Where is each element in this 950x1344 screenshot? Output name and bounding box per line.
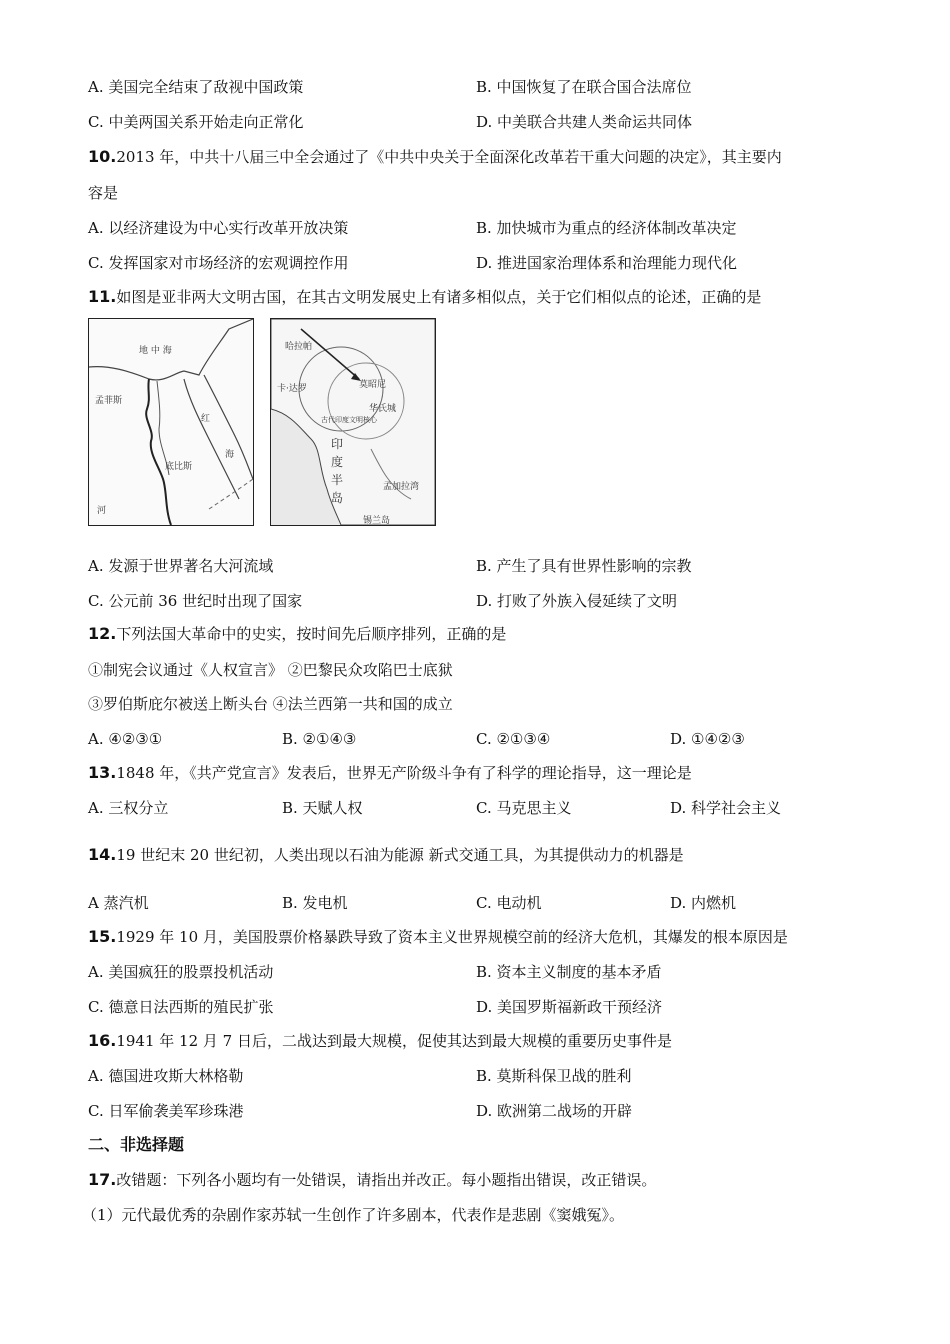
map1-river-label: 河 — [97, 506, 107, 516]
q15-number: 15. — [88, 927, 117, 946]
q16-option-b: B. 莫斯科保卫战的胜利 — [476, 1067, 632, 1085]
q10-stem-cont: 容是 — [88, 184, 119, 202]
q12-option-d: D. ①④②③ — [670, 730, 745, 748]
q11-stem — [88, 287, 761, 307]
india-map — [270, 318, 436, 526]
q11-stem-text: 如图是亚非两大文明古国，在其古文明发展史上有诸多相似点，关于它们相似点的论述，正确的是 — [116, 288, 762, 306]
q16-stem — [88, 1031, 672, 1051]
q12-stem — [88, 624, 506, 644]
map2-island-label: 锡兰岛 — [363, 516, 391, 526]
map2-peninsula-2: 度 — [331, 455, 344, 469]
q13-stem-text: 1848 年，《共产党宣言》发表后，世界无产阶级斗争有了科学的理论指导，这一理论是 — [116, 764, 692, 782]
q17-stem — [88, 1170, 656, 1190]
q14-number: 14. — [88, 845, 117, 864]
q16-number: 16. — [88, 1031, 117, 1050]
q12-option-b: B. ②①④③ — [282, 730, 357, 748]
q11-option-c: C. 公元前 36 世纪时出现了国家 — [88, 592, 303, 610]
map2-city-pataliputra: 华氏城 — [369, 404, 397, 414]
q13-option-b: B. 天赋人权 — [282, 799, 363, 817]
q17-sub1: （1）元代最优秀的杂剧作家苏轼一生创作了许多剧本，代表作是悲剧《窦娥冤》。 — [82, 1206, 625, 1224]
q14-option-c: C. 电动机 — [476, 894, 542, 912]
q9-option-a: A. 美国完全结束了敌视中国政策 — [88, 78, 304, 96]
map2-bay-label: 孟加拉湾 — [383, 482, 420, 492]
q10-option-a: A. 以经济建设为中心实行改革开放决策 — [88, 219, 349, 237]
q14-option-d: D. 内燃机 — [670, 894, 737, 912]
egypt-map — [88, 318, 254, 526]
q9-option-c: C. 中美两国关系开始走向正常化 — [88, 113, 304, 131]
map2-peninsula-3: 半 — [331, 473, 344, 487]
q10-stem — [88, 147, 782, 167]
q14-stem-text: 19 世纪末 20 世纪初，人类出现以石油为能源 新式交通工具，为其提供动力的机器是 — [116, 846, 684, 864]
q10-stem-text: 2013 年，中共十八届三中全会通过了《中共中央关于全面深化改革若干重大问题的决定》，其主要内 — [116, 148, 782, 166]
q9-option-b: B. 中国恢复了在联合国合法席位 — [476, 78, 692, 96]
map1-sea2-label: 海 — [225, 450, 235, 460]
map1-sea-label: 地 中 海 — [139, 346, 172, 356]
q10-number: 10. — [88, 147, 117, 166]
q13-number: 13. — [88, 763, 117, 782]
map2-peninsula-4: 岛 — [331, 491, 344, 505]
map2-circle-label: 古代印度文明核心 — [321, 416, 377, 424]
q13-stem — [88, 763, 692, 783]
q11-option-b: B. 产生了具有世界性影响的宗教 — [476, 557, 692, 575]
q10-option-c: C. 发挥国家对市场经济的宏观调控作用 — [88, 254, 349, 272]
map1-city-memphis: 孟菲斯 — [95, 396, 123, 406]
q13-option-d: D. 科学社会主义 — [670, 799, 782, 817]
q11-option-d: D. 打败了外族入侵延续了文明 — [476, 592, 678, 610]
q15-option-a: A. 美国疯狂的股票投机活动 — [88, 963, 274, 981]
map2-city-3: 莫昭尼 — [359, 380, 387, 390]
map1-city-thebes: 底比斯 — [165, 462, 193, 472]
q10-option-b: B. 加快城市为重点的经济体制改革决定 — [476, 219, 737, 237]
q15-stem-text: 1929 年 10 月，美国股票价格暴跌导致了资本主义世界规模空前的经济大危机，其爆发的根本原因是 — [116, 928, 788, 946]
map2-peninsula-1: 印 — [331, 437, 344, 451]
q12-number: 12. — [88, 624, 117, 643]
q12-statements-2: ③罗伯斯庇尔被送上断头台 ④法兰西第一共和国的成立 — [88, 695, 453, 713]
section-title: 二、非选择题 — [88, 1135, 185, 1154]
q12-option-a: A. ④②③① — [88, 730, 163, 748]
q17-stem-text: 改错题：下列各小题均有一处错误，请指出并改正。每小题指出错误，改正错误。 — [116, 1171, 657, 1189]
map2-city-mohenjo: 卡·达罗 — [277, 384, 307, 394]
q16-option-a: A. 德国进攻斯大林格勒 — [88, 1067, 244, 1085]
q14-option-a: A 蒸汽机 — [88, 894, 149, 912]
q13-option-c: C. 马克思主义 — [476, 799, 572, 817]
q11-option-a: A. 发源于世界著名大河流域 — [88, 557, 274, 575]
q12-stem-text: 下列法国大革命中的史实，按时间先后顺序排列，正确的是 — [116, 625, 507, 643]
q16-option-d: D. 欧洲第二战场的开辟 — [476, 1102, 633, 1120]
q11-number: 11. — [88, 287, 117, 306]
map1-red-label: 红 — [201, 414, 211, 424]
q12-statements-1: ①制宪会议通过《人权宣言》 ②巴黎民众攻陷巴士底狱 — [88, 661, 453, 679]
q15-option-b: B. 资本主义制度的基本矛盾 — [476, 963, 662, 981]
q15-option-c: C. 德意日法西斯的殖民扩张 — [88, 998, 274, 1016]
q16-stem-text: 1941 年 12 月 7 日后，二战达到最大规模，促使其达到最大规模的重要历史事件是 — [116, 1032, 672, 1050]
map2-city-harappa: 哈拉帕 — [285, 342, 313, 352]
q10-option-d: D. 推进国家治理体系和治理能力现代化 — [476, 254, 738, 272]
q12-option-c: C. ②①③④ — [476, 730, 551, 748]
q15-stem — [88, 927, 788, 947]
q14-stem — [88, 845, 684, 865]
q17-number: 17. — [88, 1170, 117, 1189]
q9-option-d: D. 中美联合共建人类命运共同体 — [476, 113, 693, 131]
q14-option-b: B. 发电机 — [282, 894, 348, 912]
q16-option-c: C. 日军偷袭美军珍珠港 — [88, 1102, 244, 1120]
q13-option-a: A. 三权分立 — [88, 799, 169, 817]
q15-option-d: D. 美国罗斯福新政干预经济 — [476, 998, 663, 1016]
